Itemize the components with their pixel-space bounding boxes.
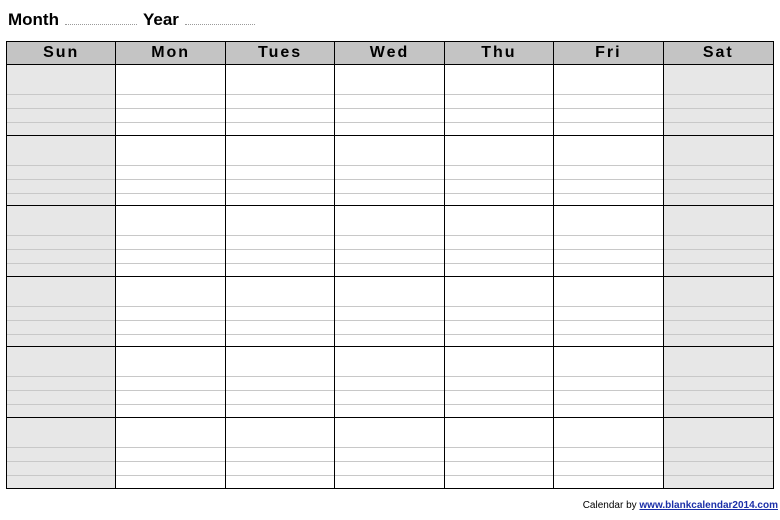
- day-cell[interactable]: [445, 418, 554, 489]
- day-cell[interactable]: [664, 206, 773, 277]
- day-cell[interactable]: [226, 277, 335, 348]
- day-cell[interactable]: [7, 136, 116, 207]
- day-cell[interactable]: [445, 206, 554, 277]
- day-header-thu: Thu: [445, 42, 554, 65]
- day-cell[interactable]: [335, 206, 444, 277]
- day-cell[interactable]: [335, 347, 444, 418]
- day-cell[interactable]: [116, 277, 225, 348]
- year-label: Year: [142, 10, 179, 29]
- day-cell[interactable]: [116, 65, 225, 136]
- day-cell[interactable]: [445, 136, 554, 207]
- day-cell[interactable]: [116, 418, 225, 489]
- day-cell[interactable]: [116, 136, 225, 207]
- footer-prefix: Calendar by: [582, 500, 640, 511]
- day-cell[interactable]: [116, 206, 225, 277]
- day-cell[interactable]: [445, 347, 554, 418]
- day-header-wed: Wed: [335, 42, 444, 65]
- day-cell[interactable]: [664, 277, 773, 348]
- day-cell[interactable]: [7, 277, 116, 348]
- day-cell[interactable]: [664, 136, 773, 207]
- day-cell[interactable]: [445, 277, 554, 348]
- day-cell[interactable]: [554, 65, 663, 136]
- day-cell[interactable]: [226, 65, 335, 136]
- day-header-sun: Sun: [7, 42, 116, 65]
- day-cell[interactable]: [554, 277, 663, 348]
- calendar-grid: [6, 41, 774, 489]
- footer-link[interactable]: www.blankcalendar2014.com: [639, 500, 778, 511]
- day-cell[interactable]: [554, 136, 663, 207]
- day-cell[interactable]: [7, 418, 116, 489]
- day-cell[interactable]: [7, 65, 116, 136]
- day-cell[interactable]: [664, 65, 773, 136]
- day-header-mon: Mon: [116, 42, 225, 65]
- day-header-fri: Fri: [554, 42, 663, 65]
- day-cell[interactable]: [116, 347, 225, 418]
- day-cell[interactable]: [554, 347, 663, 418]
- day-cell[interactable]: [335, 65, 444, 136]
- day-cell[interactable]: [7, 206, 116, 277]
- day-cell[interactable]: [226, 418, 335, 489]
- day-header-sat: Sat: [664, 42, 773, 65]
- day-cell[interactable]: [554, 206, 663, 277]
- day-cell[interactable]: [226, 206, 335, 277]
- day-cell[interactable]: [664, 347, 773, 418]
- day-header-tues: Tues: [226, 42, 335, 65]
- footer-credit: [583, 500, 778, 511]
- day-cell[interactable]: [7, 347, 116, 418]
- year-blank-field: [185, 10, 255, 25]
- day-cell[interactable]: [226, 136, 335, 207]
- day-cell[interactable]: [445, 65, 554, 136]
- day-cell[interactable]: [335, 418, 444, 489]
- calendar-header: [8, 10, 261, 32]
- month-blank-field: [65, 10, 137, 25]
- day-cell[interactable]: [335, 277, 444, 348]
- day-cell[interactable]: [335, 136, 444, 207]
- day-cell[interactable]: [554, 418, 663, 489]
- month-label: Month: [8, 10, 59, 29]
- day-cell[interactable]: [226, 347, 335, 418]
- day-cell[interactable]: [664, 418, 773, 489]
